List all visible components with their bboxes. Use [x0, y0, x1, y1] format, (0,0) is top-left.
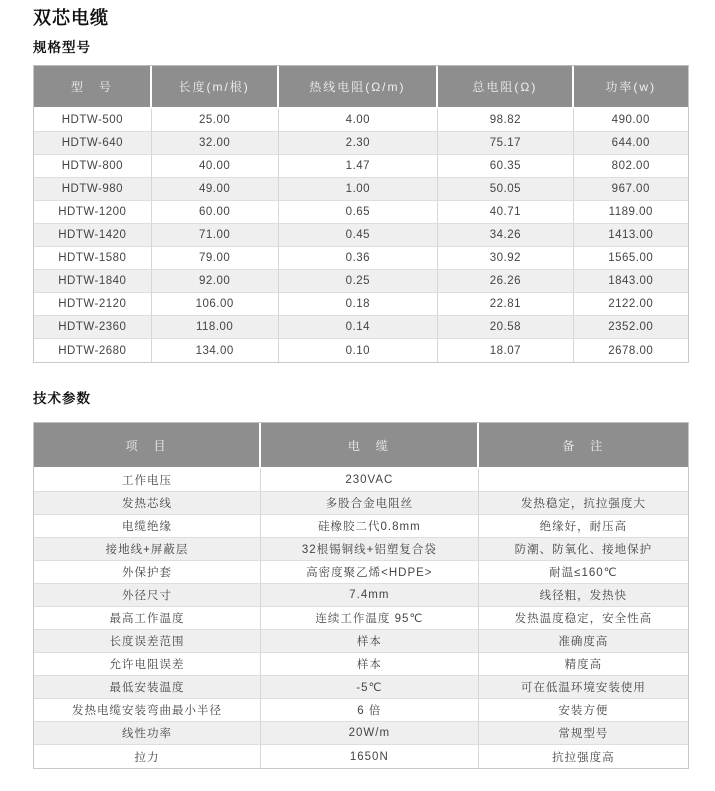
table-cell: HDTW-1420 — [34, 224, 152, 247]
table-cell: 最低安装温度 — [34, 676, 261, 699]
table-cell: 抗拉强度高 — [552, 751, 615, 764]
table-cell: 92.00 — [152, 270, 279, 293]
table-cell: 40.71 — [438, 201, 573, 224]
table-cell: 耐温≤160℃ — [479, 561, 688, 584]
table-cell: 0.25 — [279, 270, 439, 293]
table-cell: 644.00 — [574, 132, 688, 155]
table-row — [34, 607, 688, 630]
table-cell: 34.26 — [438, 224, 573, 247]
table-row — [34, 745, 688, 768]
table-cell: 1189.00 — [574, 201, 688, 224]
table-cell — [479, 469, 688, 492]
table-cell: HDTW-1580 — [34, 247, 152, 270]
table-row — [34, 630, 688, 653]
table-row — [34, 178, 688, 201]
table-cell: HDTW-980 — [34, 178, 152, 201]
table-cell: 49.00 — [152, 178, 279, 201]
table-cell: 绝缘好，耐压高 — [479, 515, 688, 538]
table-cell: 30.92 — [438, 247, 573, 270]
table-cell: 2352.00 — [574, 316, 688, 339]
table-cell: 0.10 — [279, 339, 439, 362]
column-header: 电 缆 — [261, 423, 479, 469]
table-cell: 接地线+屏蔽层 — [34, 538, 261, 561]
table-cell: 可在低温环境安装使用 — [479, 676, 688, 699]
table-cell: 1.47 — [279, 155, 439, 178]
table-cell: 7.4mm — [261, 584, 479, 607]
table-row — [34, 109, 688, 132]
table-cell: 0.18 — [279, 293, 439, 316]
header-row — [34, 423, 688, 469]
table-cell: 样本 — [261, 630, 479, 653]
table-cell: 1413.00 — [574, 224, 688, 247]
table-cell: 98.82 — [438, 109, 573, 132]
table-cell: 安装方便 — [479, 699, 688, 722]
table-cell: 允许电阻误差 — [34, 653, 261, 676]
table-cell: 2122.00 — [574, 293, 688, 316]
table-cell: 线性功率 — [34, 722, 261, 745]
table-row — [34, 722, 688, 745]
column-header: 项 目 — [34, 423, 261, 469]
table-cell: 2678.00 — [608, 344, 654, 357]
header-row — [34, 66, 688, 109]
table-cell: HDTW-2360 — [34, 316, 152, 339]
table-cell: 26.26 — [438, 270, 573, 293]
table-cell: 32.00 — [152, 132, 279, 155]
tech-table — [33, 422, 689, 769]
table-cell: HDTW-640 — [34, 132, 152, 155]
table-cell: 硅橡胶二代0.8mm — [261, 515, 479, 538]
table-row — [34, 339, 688, 362]
table-cell: -5℃ — [261, 676, 479, 699]
table-row — [34, 155, 688, 178]
table-cell: 1843.00 — [574, 270, 688, 293]
table-cell: 967.00 — [574, 178, 688, 201]
table-cell: 490.00 — [574, 109, 688, 132]
table-row — [34, 538, 688, 561]
table-cell: 4.00 — [279, 109, 439, 132]
table-cell: 50.05 — [438, 178, 573, 201]
column-header: 备 注 — [479, 423, 688, 469]
table-cell: 长度误差范围 — [34, 630, 261, 653]
table-cell: HDTW-800 — [34, 155, 152, 178]
table-cell: 20W/m — [261, 722, 479, 745]
column-header: 长度(m/根) — [152, 66, 279, 109]
table-cell: 60.35 — [438, 155, 573, 178]
table-cell: 样本 — [261, 653, 479, 676]
column-header: 热线电阻(Ω/m) — [279, 66, 439, 109]
table-cell: 准确度高 — [479, 630, 688, 653]
table-cell: 精度高 — [479, 653, 688, 676]
table-cell: 20.58 — [438, 316, 573, 339]
table-cell: 106.00 — [152, 293, 279, 316]
table-cell: 22.81 — [438, 293, 573, 316]
page-title: 双芯电缆 — [33, 8, 109, 28]
table-cell: HDTW-2120 — [34, 293, 152, 316]
table-row — [34, 270, 688, 293]
table-cell: 外保护套 — [34, 561, 261, 584]
table-cell: 40.00 — [152, 155, 279, 178]
table-cell: 2.30 — [279, 132, 439, 155]
spec-table — [33, 65, 689, 363]
table-cell: 18.07 — [438, 339, 573, 362]
table-cell: 32根锡铜线+铝塑复合袋 — [261, 538, 479, 561]
table-row — [34, 561, 688, 584]
table-cell: 802.00 — [574, 155, 688, 178]
table-cell: 工作电压 — [34, 469, 261, 492]
table-cell: 79.00 — [152, 247, 279, 270]
table-cell: 高密度聚乙烯<HDPE> — [261, 561, 479, 584]
table-cell: 1565.00 — [574, 247, 688, 270]
table-cell: 拉力 — [34, 745, 261, 768]
table-cell: 0.65 — [279, 201, 439, 224]
table-cell: 25.00 — [152, 109, 279, 132]
table-cell: 118.00 — [152, 316, 279, 339]
table-row — [34, 293, 688, 316]
table-cell: 常规型号 — [479, 722, 688, 745]
table-cell: 发热温度稳定，安全性高 — [479, 607, 688, 630]
table-row — [34, 653, 688, 676]
table-cell: 线径粗，发热快 — [479, 584, 688, 607]
table-row — [34, 515, 688, 538]
column-header: 型 号 — [34, 66, 152, 109]
table-cell: HDTW-500 — [34, 109, 152, 132]
section-title-specs: 规格型号 — [33, 40, 91, 55]
table-cell: 6 倍 — [261, 699, 479, 722]
table-row — [34, 316, 688, 339]
table-cell: 0.45 — [279, 224, 439, 247]
table-cell: 134.00 — [152, 339, 279, 362]
table-cell: 发热芯线 — [34, 492, 261, 515]
column-header: 功率(w) — [574, 66, 688, 109]
table-row — [34, 224, 688, 247]
table-row — [34, 201, 688, 224]
table-row — [34, 676, 688, 699]
table-cell: 连续工作温度 95℃ — [261, 607, 479, 630]
table-cell: 230VAC — [261, 469, 479, 492]
table-cell: 0.36 — [279, 247, 439, 270]
table-row — [34, 469, 688, 492]
table-cell: HDTW-2680 — [34, 339, 152, 362]
table-row — [34, 132, 688, 155]
table-cell: 1.00 — [279, 178, 439, 201]
table-cell: 0.14 — [279, 316, 439, 339]
table-cell: 1650N — [261, 745, 479, 768]
table-cell: 防潮、防氧化、接地保护 — [479, 538, 688, 561]
table-cell: 60.00 — [152, 201, 279, 224]
table-cell: 发热电缆安装弯曲最小半径 — [34, 699, 261, 722]
table-cell: 75.17 — [438, 132, 573, 155]
table-cell: HDTW-1840 — [34, 270, 152, 293]
table-cell: 发热稳定，抗拉强度大 — [479, 492, 688, 515]
column-header: 总电阻(Ω) — [438, 66, 573, 109]
table-row — [34, 247, 688, 270]
table-row — [34, 699, 688, 722]
section-title-tech: 技术参数 — [33, 391, 91, 406]
table-cell: 电缆绝缘 — [34, 515, 261, 538]
table-cell: HDTW-1200 — [34, 201, 152, 224]
table-row — [34, 492, 688, 515]
table-cell: 最高工作温度 — [34, 607, 261, 630]
table-cell: 多股合金电阻丝 — [261, 492, 479, 515]
table-row — [34, 584, 688, 607]
table-cell: 外径尺寸 — [34, 584, 261, 607]
table-cell: 71.00 — [152, 224, 279, 247]
